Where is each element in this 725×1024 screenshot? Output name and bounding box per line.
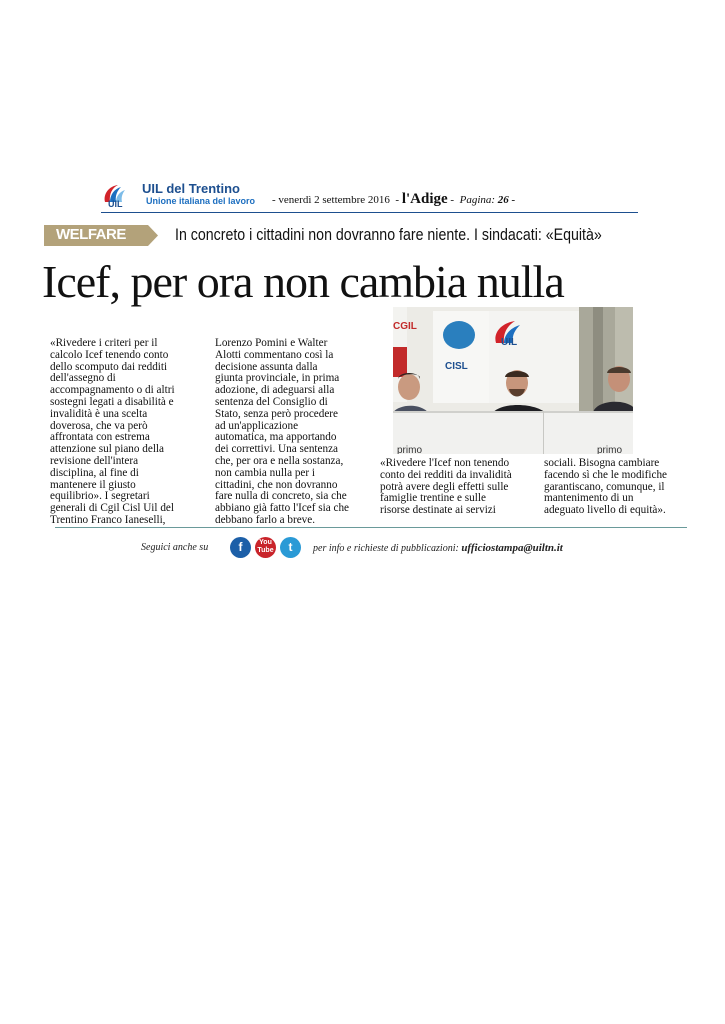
article-line: giunta provinciale, in prima [215, 372, 340, 385]
article-column-2 [215, 338, 370, 527]
article-line: non cambia nulla per i [215, 466, 316, 479]
article-line: famiglie trentine e sulle [380, 492, 486, 505]
article-line: doverosa, che va però [50, 419, 148, 432]
article-line: facendo sì che le modifiche [544, 468, 668, 481]
article-line: invalidità è una scelta [50, 407, 148, 420]
article-line: «Rivedere i criteri per il [50, 337, 158, 349]
article-line: abbiano già fatto l'Icef sia che [215, 502, 350, 515]
brand-subtitle: Unione italiana del lavoro [146, 196, 256, 206]
article-line: adeguato livello di equità». [544, 504, 666, 517]
article-line: che, per ora e nella sostanza, [215, 454, 344, 467]
banner-uil-text: UIL [501, 337, 518, 348]
header-divider [101, 212, 638, 213]
publication-date: - venerdì 2 settembre 2016 [272, 194, 390, 206]
article-line: sentenza del Consiglio di [215, 395, 328, 408]
table-sign-left: primo [397, 445, 423, 454]
youtube-icon[interactable]: You Tube [255, 537, 276, 558]
article-line: conto dei redditi da invalidità [380, 468, 512, 481]
article-line: Trentino Franco Ianeselli, [50, 513, 166, 526]
facebook-icon[interactable]: f [230, 537, 251, 558]
article-line: decisione assunta dalla [215, 360, 318, 373]
article-line: garantiscano, comunque, il [544, 480, 665, 493]
brand-name: UIL del Trentino [142, 181, 240, 196]
article-line: cittadini, che non dovranno [215, 478, 338, 491]
article-line: disciplina, al fine di [50, 466, 139, 479]
banner-cisl-text: CISL [445, 361, 468, 372]
article-line: «Rivedere l'Icef non tenendo [380, 457, 510, 469]
headline: Icef, per ora non cambia nulla [42, 256, 564, 307]
article-line: sociali. Bisogna cambiare [544, 457, 660, 469]
uil-logo [101, 182, 131, 208]
article-line: generali di Cgil Cisl Uil del [50, 502, 174, 515]
newspaper-name: l'Adige [401, 191, 448, 207]
article-line: Alotti commentano così la [215, 348, 334, 361]
contact-email[interactable]: ufficiostampa@uiltn.it [461, 542, 563, 554]
contact-text: per info e richieste di pubblicazioni: [313, 543, 459, 554]
article-line: automatica, ma apportando [215, 431, 337, 444]
article-line: sostegni legati a disabilità e [50, 395, 174, 408]
logo-text: UIL [108, 199, 123, 208]
publication-line: - venerdì 2 settembre 2016 - l'Adige - Pagina: 26 - [272, 191, 516, 207]
page-number: 26 - [497, 194, 516, 206]
article-line: calcolo Icef tenendo conto [50, 348, 169, 361]
article-line: dello scomputo dai redditi [50, 360, 168, 373]
footer-divider [55, 527, 687, 528]
twitter-icon[interactable]: t [280, 537, 301, 558]
article-line: ad un'applicazione [215, 419, 299, 432]
article-line: affrontata con estrema [50, 431, 150, 444]
kicker: In concreto i cittadini non dovranno fare niente. I sindacati: «Equità» [175, 226, 602, 244]
contact-info [313, 542, 563, 554]
follow-us-text: Seguici anche su [141, 542, 209, 553]
article-line: mantenimento di un [544, 492, 634, 505]
article-column-1 [50, 338, 200, 527]
section-tag: WELFARE [56, 226, 126, 243]
article-line: equilibrio». I segretari [50, 490, 150, 503]
table-sign-right: primo [597, 445, 623, 454]
article-line: dell'assegno di [50, 372, 116, 385]
article-line: debbano farlo a breve. [215, 513, 316, 526]
page-label: Pagina: [459, 194, 496, 206]
article-line: mantenere il giusto [50, 478, 136, 491]
article-line: dei correttivi. Una sentenza [215, 443, 339, 456]
article-line: Lorenzo Pomini e Walter [215, 337, 328, 349]
article-line: Stato, senza però procedere [215, 407, 339, 420]
article-line: risorse destinate ai servizi [380, 504, 496, 517]
article-column-4 [544, 458, 684, 517]
article-line: attenzione sul piano della [50, 443, 165, 456]
banner-cgil-text: CGIL [393, 321, 417, 332]
article-line: fare nulla di concreto, sia che [215, 490, 347, 503]
article-line: adozione, di adeguarsi alla [215, 384, 335, 397]
press-conference-photo [393, 307, 633, 454]
article-line: revisione dell'intera [50, 454, 139, 467]
article-line: accompagnamento o di altri [50, 384, 175, 397]
article-line: potrà avere degli effetti sulle [380, 480, 509, 493]
article-column-3 [380, 458, 535, 517]
